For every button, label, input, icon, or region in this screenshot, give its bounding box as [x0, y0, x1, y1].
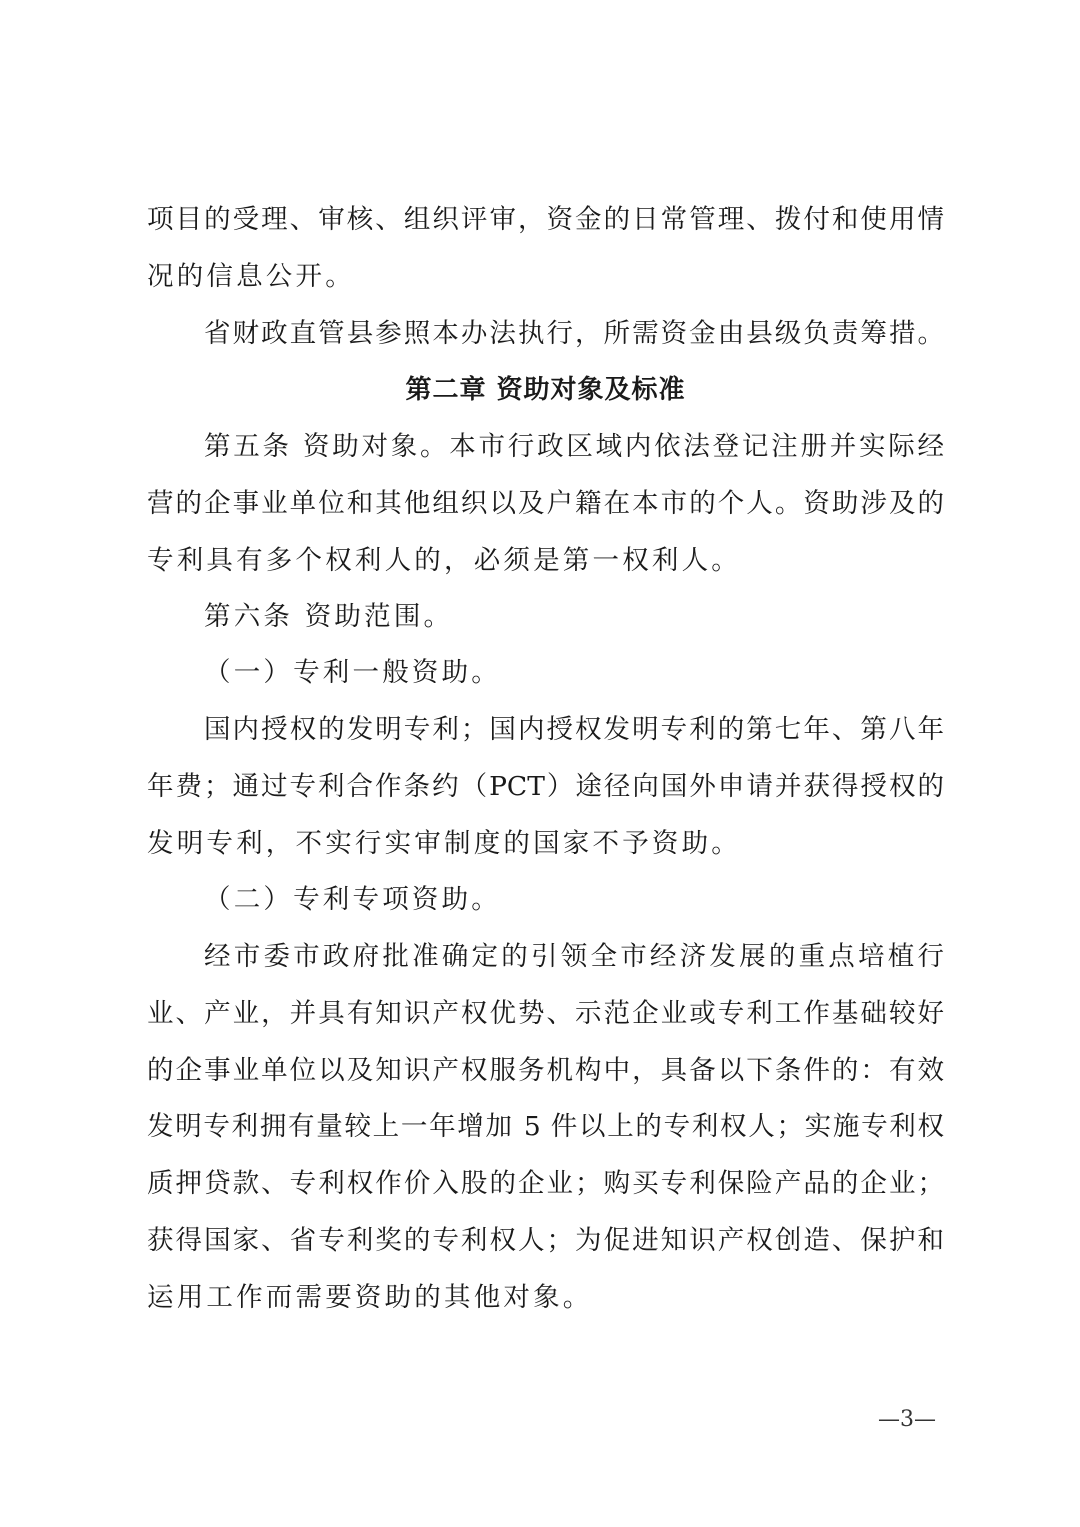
- article5-line: 第五条 资助对象。本市行政区域内依法登记注册并实际经: [204, 431, 944, 462]
- section2-line: 获得国家、省专利奖的专利权人；为促进知识产权创造、保护和: [147, 1225, 944, 1256]
- body-line: 项目的受理、审核、组织评审，资金的日常管理、拨付和使用情: [147, 204, 944, 235]
- section2-line: 运用工作而需要资助的其他对象。: [147, 1282, 593, 1313]
- article5-line: 专利具有多个权利人的，必须是第一权利人。: [147, 545, 741, 576]
- body-line: 况的信息公开。: [147, 261, 355, 292]
- article6-title: 第六条 资助范围。: [204, 601, 454, 632]
- page-number: —3—: [878, 1407, 936, 1432]
- chapter-heading: 第二章 资助对象及标准: [405, 375, 686, 405]
- section2-line: 的企事业单位以及知识产权服务机构中，具备以下条件的：有效: [147, 1055, 944, 1086]
- section2-line: 业、产业，并具有知识产权优势、示范企业或专利工作基础较好: [147, 998, 944, 1029]
- section2-line: 质押贷款、专利权作价入股的企业；购买专利保险产品的企业；: [147, 1168, 944, 1199]
- section1-line: 国内授权的发明专利；国内授权发明专利的第七年、第八年: [204, 714, 944, 745]
- section1-line: 年费；通过专利合作条约（PCT）途径向国外申请并获得授权的: [147, 771, 944, 802]
- section2-line: 经市委市政府批准确定的引领全市经济发展的重点培植行: [204, 941, 944, 972]
- section1-line: 发明专利，不实行实审制度的国家不予资助。: [147, 828, 741, 859]
- body-line: 省财政直管县参照本办法执行，所需资金由县级负责筹措。: [204, 318, 944, 349]
- article5-line: 营的企事业单位和其他组织以及户籍在本市的个人。资助涉及的: [147, 488, 944, 519]
- section2-line: 发明专利拥有量较上一年增加 5 件以上的专利权人；实施专利权: [147, 1111, 944, 1142]
- section2-title: （二）专利专项资助。: [204, 884, 501, 915]
- section1-title: （一）专利一般资助。: [204, 657, 501, 688]
